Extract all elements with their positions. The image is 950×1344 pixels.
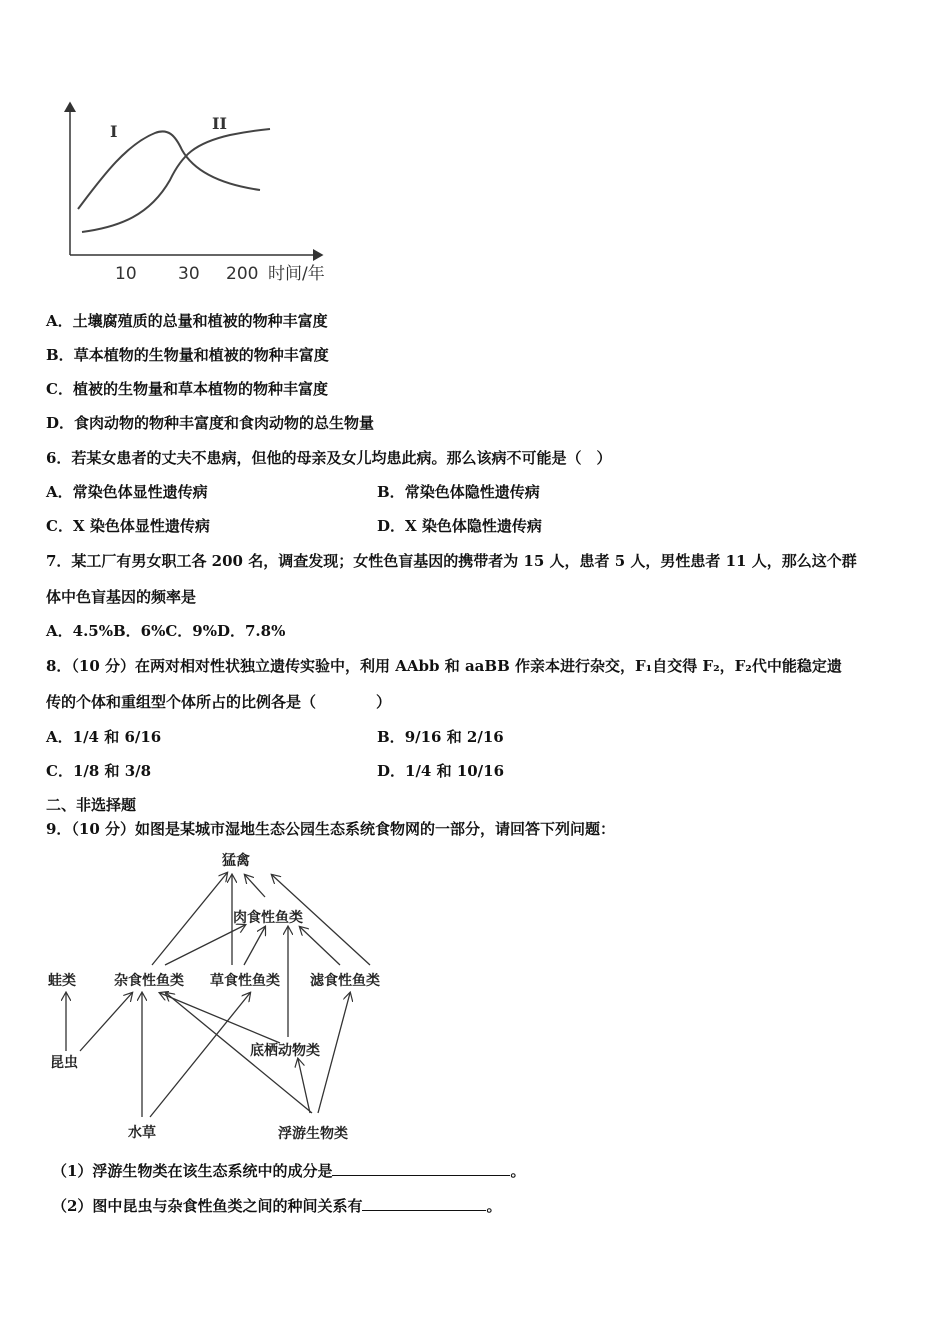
section-title: 二、非选择题 [46,796,137,814]
q7-stem-line1: 7．某工厂有男女职工各 200 名，调查发现；女性色盲基因的携带者为 15 人，患者 5 人，男性患者 11 人，那么这个群 [46,552,857,570]
q8-stem-line1: 8．（10 分）在两对相对性状独立遗传实验中，利用 AAbb 和 aaBB 作亲本进行杂交，F₁自交得 F₂，F₂代中能稳定遗 [46,657,842,675]
q9-sub2: （2）图中昆虫与杂食性鱼类之间的种间关系有 。 [52,1197,502,1215]
curve-2-label: II [212,114,227,133]
q5-option-c: C．植被的生物量和草本植物的物种丰富度 [46,380,328,398]
q8-option-a: A．1/4 和 6/16 [46,728,162,746]
node-omnivore-fish: 杂食性鱼类 [114,973,184,989]
q9-sub1-answer-blank[interactable] [332,1161,510,1176]
q8-option-c: C．1/8 和 3/8 [46,762,152,780]
x-tick-200: 200 [226,264,259,284]
x-axis-label: 时间/年 [268,264,325,284]
q5-option-a: A．土壤腐殖质的总量和植被的物种丰富度 [46,312,328,330]
node-raptor: 猛禽 [222,853,250,869]
q9-stem: 9．（10 分）如图是某城市湿地生态公园生态系统食物网的一部分，请回答下列问题： [46,820,616,838]
x-tick-30: 30 [178,264,200,284]
q6-option-b: B．常染色体隐性遗传病 [377,483,540,501]
q6-option-a: A．常染色体显性遗传病 [46,483,208,501]
node-filter-fish: 滤食性鱼类 [310,973,380,989]
node-plankton: 浮游生物类 [278,1126,348,1142]
q6-option-d: D．X 染色体隐性遗传病 [377,517,542,535]
curve-2 [82,129,270,232]
q6-stem: 6．若某女患者的丈夫不患病，但他的母亲及女儿均患此病。那么该病不可能是（ ） [46,449,612,467]
node-frog: 蛙类 [48,973,76,989]
food-web-diagram [40,845,400,1145]
node-herbivore-fish: 草食性鱼类 [210,973,280,989]
q6-option-c: C．X 染色体显性遗传病 [46,517,210,535]
node-water-grass: 水草 [128,1125,156,1141]
q7-stem-line2: 体中色盲基因的频率是 [46,588,197,606]
q7-options: A．4.5%B．6%C．9%D．7.8% [46,622,286,640]
q9-sub2-answer-blank[interactable] [362,1196,486,1211]
x-tick-10: 10 [115,264,137,284]
curve-1-label: I [110,122,118,141]
node-carnivore-fish: 肉食性鱼类 [233,910,303,926]
node-insect: 昆虫 [50,1055,78,1071]
q5-option-d: D．食肉动物的物种丰富度和食肉动物的总生物量 [46,414,375,432]
q8-option-d: D．1/4 和 10/16 [377,762,505,780]
q9-sub1: （1）浮游生物类在该生态系统中的成分是 。 [52,1162,526,1180]
q8-stem-line2: 传的个体和重组型个体所占的比例各是（ ） [46,693,392,711]
node-benthic: 底栖动物类 [250,1043,320,1059]
q5-option-b: B．草本植物的生物量和植被的物种丰富度 [46,346,329,364]
q8-option-b: B．9/16 和 2/16 [377,728,504,746]
succession-graph [60,95,360,290]
curve-1 [78,131,260,209]
